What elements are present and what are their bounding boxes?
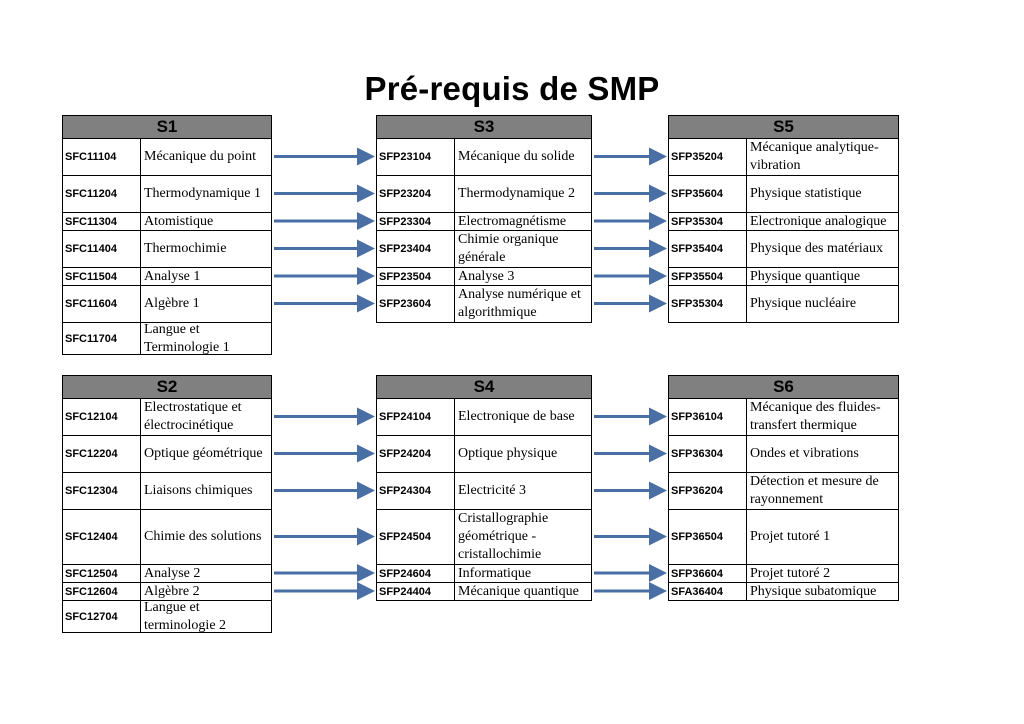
course-code: SFA36404	[669, 583, 747, 600]
semester-table-s1	[62, 115, 272, 355]
course-row	[63, 473, 271, 510]
course-code: SFC11504	[63, 268, 141, 285]
course-row	[63, 323, 271, 355]
course-code: SFC12204	[63, 436, 141, 472]
course-code: SFP36204	[669, 473, 747, 509]
course-name: Analyse 3	[458, 268, 515, 284]
course-row	[63, 213, 271, 231]
course-name: Optique géométrique	[144, 446, 263, 461]
course-row	[377, 213, 591, 231]
course-row	[669, 583, 898, 601]
course-name: Liaisons chimiques	[144, 483, 253, 498]
course-name: Electrostatique et électrocinétique	[144, 400, 242, 433]
course-row	[669, 176, 898, 213]
course-row	[377, 473, 591, 510]
semester-header: S4	[377, 376, 591, 399]
course-name: Thermodynamique 1	[144, 186, 262, 201]
course-name: Analyse 1	[144, 268, 201, 284]
course-code: SFP35304	[669, 286, 747, 322]
course-name: Physique des matériaux	[750, 241, 883, 256]
course-code: SFP36504	[669, 510, 747, 564]
semester-table-s5	[668, 115, 899, 323]
course-name: Electromagnétisme	[458, 213, 567, 229]
course-row	[63, 583, 271, 601]
course-name: Physique nucléaire	[750, 296, 857, 311]
course-row	[377, 399, 591, 436]
course-name: Mécanique des fluides-transfert thermique	[750, 400, 881, 433]
course-name: Mécanique analytique-vibration	[750, 140, 879, 173]
course-code: SFP23104	[377, 139, 455, 175]
course-code: SFC11704	[63, 323, 141, 354]
course-code: SFP35204	[669, 139, 747, 175]
course-name: Informatique	[458, 565, 532, 581]
course-code: SFC11604	[63, 286, 141, 322]
course-row	[377, 231, 591, 268]
course-code: SFP23604	[377, 286, 455, 322]
semester-header: S6	[669, 376, 898, 399]
course-name: Mécanique du point	[144, 149, 256, 164]
course-name: Thermodynamique 2	[458, 186, 576, 201]
course-code: SFC11404	[63, 231, 141, 267]
course-row	[63, 286, 271, 323]
course-name: Chimie des solutions	[144, 529, 262, 544]
course-name: Cristallographie géométrique - cristallochimie	[458, 511, 549, 562]
course-name: Electronique de base	[458, 409, 575, 424]
semester-header: S2	[63, 376, 271, 399]
course-name: Chimie organique générale	[458, 232, 559, 265]
page-title: Pré-requis de SMP	[364, 70, 660, 107]
course-row	[377, 176, 591, 213]
course-name: Physique quantique	[750, 268, 861, 284]
course-code: SFC11104	[63, 139, 141, 175]
course-code: SFP24304	[377, 473, 455, 509]
course-row	[669, 231, 898, 268]
course-code: SFP24504	[377, 510, 455, 564]
course-name: Electricité 3	[458, 483, 527, 498]
course-name: Détection et mesure de rayonnement	[750, 474, 879, 507]
course-code: SFC12704	[63, 601, 141, 632]
course-code: SFC12504	[63, 565, 141, 582]
course-row	[63, 231, 271, 268]
semester-table-s4	[376, 375, 592, 601]
course-name: Mécanique quantique	[458, 583, 579, 599]
course-name: Ondes et vibrations	[750, 446, 859, 461]
course-code: SFP23304	[377, 213, 455, 230]
course-row	[63, 399, 271, 436]
course-row	[63, 510, 271, 565]
course-code: SFP36304	[669, 436, 747, 472]
course-row	[669, 565, 898, 583]
course-code: SFC12404	[63, 510, 141, 564]
course-name: Algèbre 1	[144, 296, 200, 311]
course-name: Electronique analogique	[750, 213, 887, 229]
course-row	[669, 213, 898, 231]
course-row	[377, 286, 591, 323]
course-code: SFP24404	[377, 583, 455, 600]
course-row	[669, 399, 898, 436]
semester-header: S1	[63, 116, 271, 139]
course-row	[377, 583, 591, 601]
course-name: Physique statistique	[750, 186, 862, 201]
course-name: Physique subatomique	[750, 583, 877, 599]
course-name: Mécanique du solide	[458, 149, 575, 164]
course-row	[63, 176, 271, 213]
semester-header: S3	[377, 116, 591, 139]
course-name: Langue et Terminologie 1	[144, 323, 230, 354]
course-name: Algèbre 2	[144, 583, 200, 599]
course-row	[669, 510, 898, 565]
course-code: SFP23404	[377, 231, 455, 267]
course-row	[669, 268, 898, 286]
course-name: Projet tutoré 1	[750, 529, 831, 544]
course-name: Analyse 2	[144, 565, 201, 581]
course-code: SFP24204	[377, 436, 455, 472]
course-name: Analyse numérique et algorithmique	[458, 287, 581, 320]
course-row	[377, 565, 591, 583]
course-code: SFC12304	[63, 473, 141, 509]
course-code: SFC11304	[63, 213, 141, 230]
course-row	[669, 473, 898, 510]
course-name: Optique physique	[458, 446, 558, 461]
course-row	[63, 601, 271, 633]
course-code: SFP24104	[377, 399, 455, 435]
course-name: Atomistique	[144, 213, 214, 229]
course-code: SFP23504	[377, 268, 455, 285]
course-name: Langue et terminologie 2	[144, 601, 227, 632]
course-code: SFP35404	[669, 231, 747, 267]
course-code: SFC12604	[63, 583, 141, 600]
course-row	[377, 436, 591, 473]
course-row	[377, 510, 591, 565]
course-code: SFP36104	[669, 399, 747, 435]
course-row	[669, 286, 898, 323]
course-row	[377, 139, 591, 176]
semester-table-s3	[376, 115, 592, 323]
course-row	[63, 268, 271, 286]
semester-table-s6	[668, 375, 899, 601]
course-code: SFP35304	[669, 213, 747, 230]
semester-header: S5	[669, 116, 898, 139]
course-row	[669, 139, 898, 176]
course-code: SFP23204	[377, 176, 455, 212]
course-code: SFP35504	[669, 268, 747, 285]
course-code: SFP24604	[377, 565, 455, 582]
semester-table-s2	[62, 375, 272, 633]
course-row	[63, 436, 271, 473]
course-code: SFP36604	[669, 565, 747, 582]
course-name: Projet tutoré 2	[750, 565, 831, 581]
course-row	[377, 268, 591, 286]
course-code: SFP35604	[669, 176, 747, 212]
course-row	[63, 565, 271, 583]
course-name: Thermochimie	[144, 241, 227, 256]
course-row	[669, 436, 898, 473]
course-code: SFC12104	[63, 399, 141, 435]
course-row	[63, 139, 271, 176]
course-code: SFC11204	[63, 176, 141, 212]
